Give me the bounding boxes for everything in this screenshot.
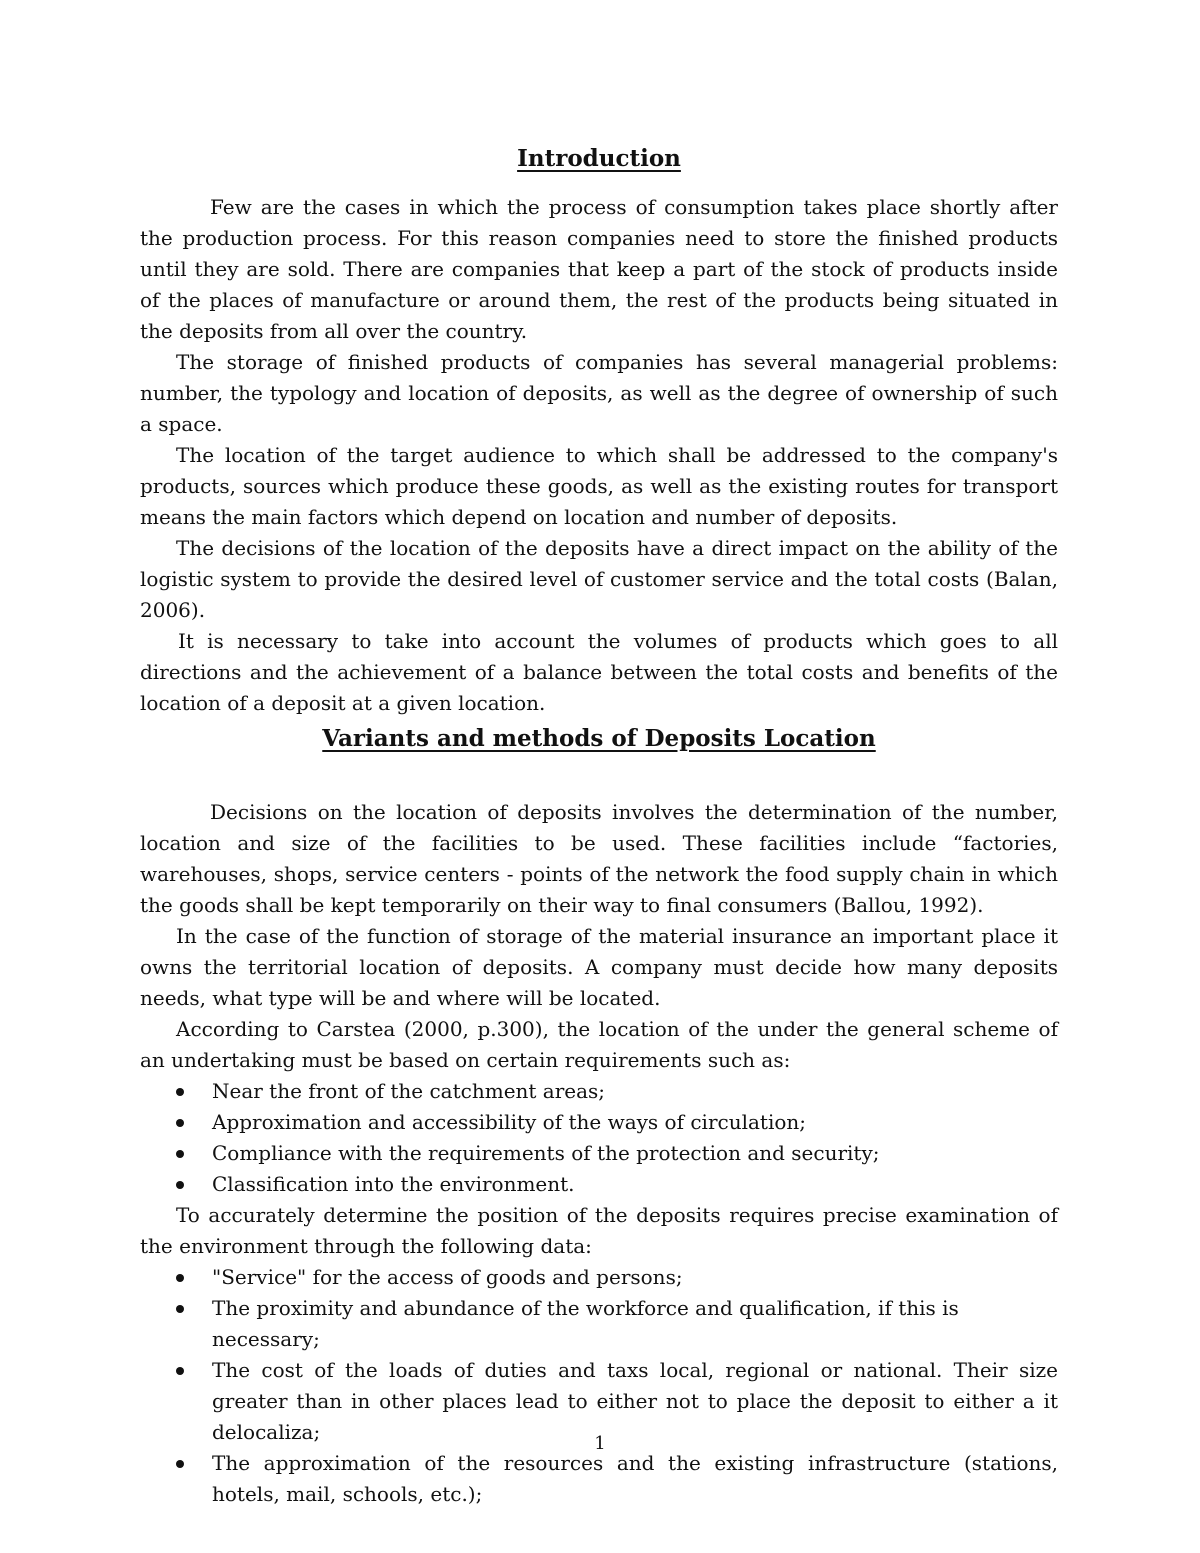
list-item-text: The cost of the loads of duties and taxs local, regional or national. Their size greater than in other places lead to either not to place the deposit to either a it delocaliza; <box>212 1358 1058 1444</box>
list-item <box>140 1169 1058 1200</box>
list-item-text: Classification into the environment. <box>212 1172 575 1196</box>
requirements-list <box>140 1076 1058 1200</box>
list-item <box>140 1262 1058 1293</box>
bullet-icon <box>176 1119 184 1127</box>
document-page <box>140 140 1058 1510</box>
bullet-icon <box>176 1181 184 1189</box>
bullet-icon <box>176 1367 184 1375</box>
variants-paragraph-1: Decisions on the location of deposits involves the determination of the number, location and size of the facilities to be used. These facilities include “factories, warehouses, shops, service centers - points of the network the food supply chain in which the goods shall be kept temporarily on their way to final consumers (Ballou, 1992). <box>140 800 1058 917</box>
variants-paragraph-2: In the case of the function of storage of the material insurance an important place it owns the territorial location of deposits. A company must decide how many deposits needs, what type will be and where will be located. <box>140 924 1058 1010</box>
data-intro-paragraph: To accurately determine the position of the deposits requires precise examination of the environment through the following data: <box>140 1203 1058 1258</box>
intro-paragraph-5: It is necessary to take into account the volumes of products which goes to all directions and the achievement of a balance between the total costs and benefits of the location of a deposit at a given location. <box>140 629 1058 715</box>
bullet-icon <box>176 1274 184 1282</box>
list-item <box>140 1293 1058 1355</box>
bullet-icon <box>176 1150 184 1158</box>
bullet-icon <box>176 1088 184 1096</box>
intro-paragraph-4: The decisions of the location of the deposits have a direct impact on the ability of the logistic system to provide the desired level of customer service and the total costs (Balan, 2006). <box>140 536 1058 622</box>
list-item <box>140 1448 1058 1510</box>
variants-heading: Variants and methods of Deposits Location <box>322 725 876 752</box>
list-item <box>140 1138 1058 1169</box>
data-list <box>140 1262 1058 1510</box>
list-item-text: The approximation of the resources and the existing infrastructure (stations, hotels, mail, schools, etc.); <box>212 1451 1058 1506</box>
intro-paragraph-1: Few are the cases in which the process of consumption takes place shortly after the production process. For this reason companies need to store the finished products until they are sold. There are companies that keep a part of the stock of products inside of the places of manufacture or around them, the rest of the products being situated in the deposits from all over the country. <box>140 195 1058 343</box>
page-number: 1 <box>594 1433 606 1454</box>
bullet-icon <box>176 1460 184 1468</box>
intro-paragraph-2: The storage of finished products of companies has several managerial problems: number, the typology and location of deposits, as well as the degree of ownership of such a space. <box>140 350 1058 436</box>
list-item-text: Near the front of the catchment areas; <box>212 1079 606 1103</box>
list-item <box>140 1107 1058 1138</box>
introduction-heading: Introduction <box>517 145 681 172</box>
list-item-text: Compliance with the requirements of the protection and security; <box>212 1141 880 1165</box>
list-item-text: "Service" for the access of goods and persons; <box>212 1265 683 1289</box>
list-item-text: Approximation and accessibility of the ways of circulation; <box>212 1110 806 1134</box>
bullet-icon <box>176 1305 184 1313</box>
list-item <box>140 1076 1058 1107</box>
intro-paragraph-3: The location of the target audience to which shall be addressed to the company's products, sources which produce these goods, as well as the existing routes for transport means the main factors which depend on location and number of deposits. <box>140 443 1058 529</box>
list-item-text: The proximity and abundance of the workforce and qualification, if this is necessary; <box>212 1296 959 1351</box>
variants-paragraph-3: According to Carstea (2000, p.300), the location of the under the general scheme of an undertaking must be based on certain requirements such as: <box>140 1017 1058 1072</box>
